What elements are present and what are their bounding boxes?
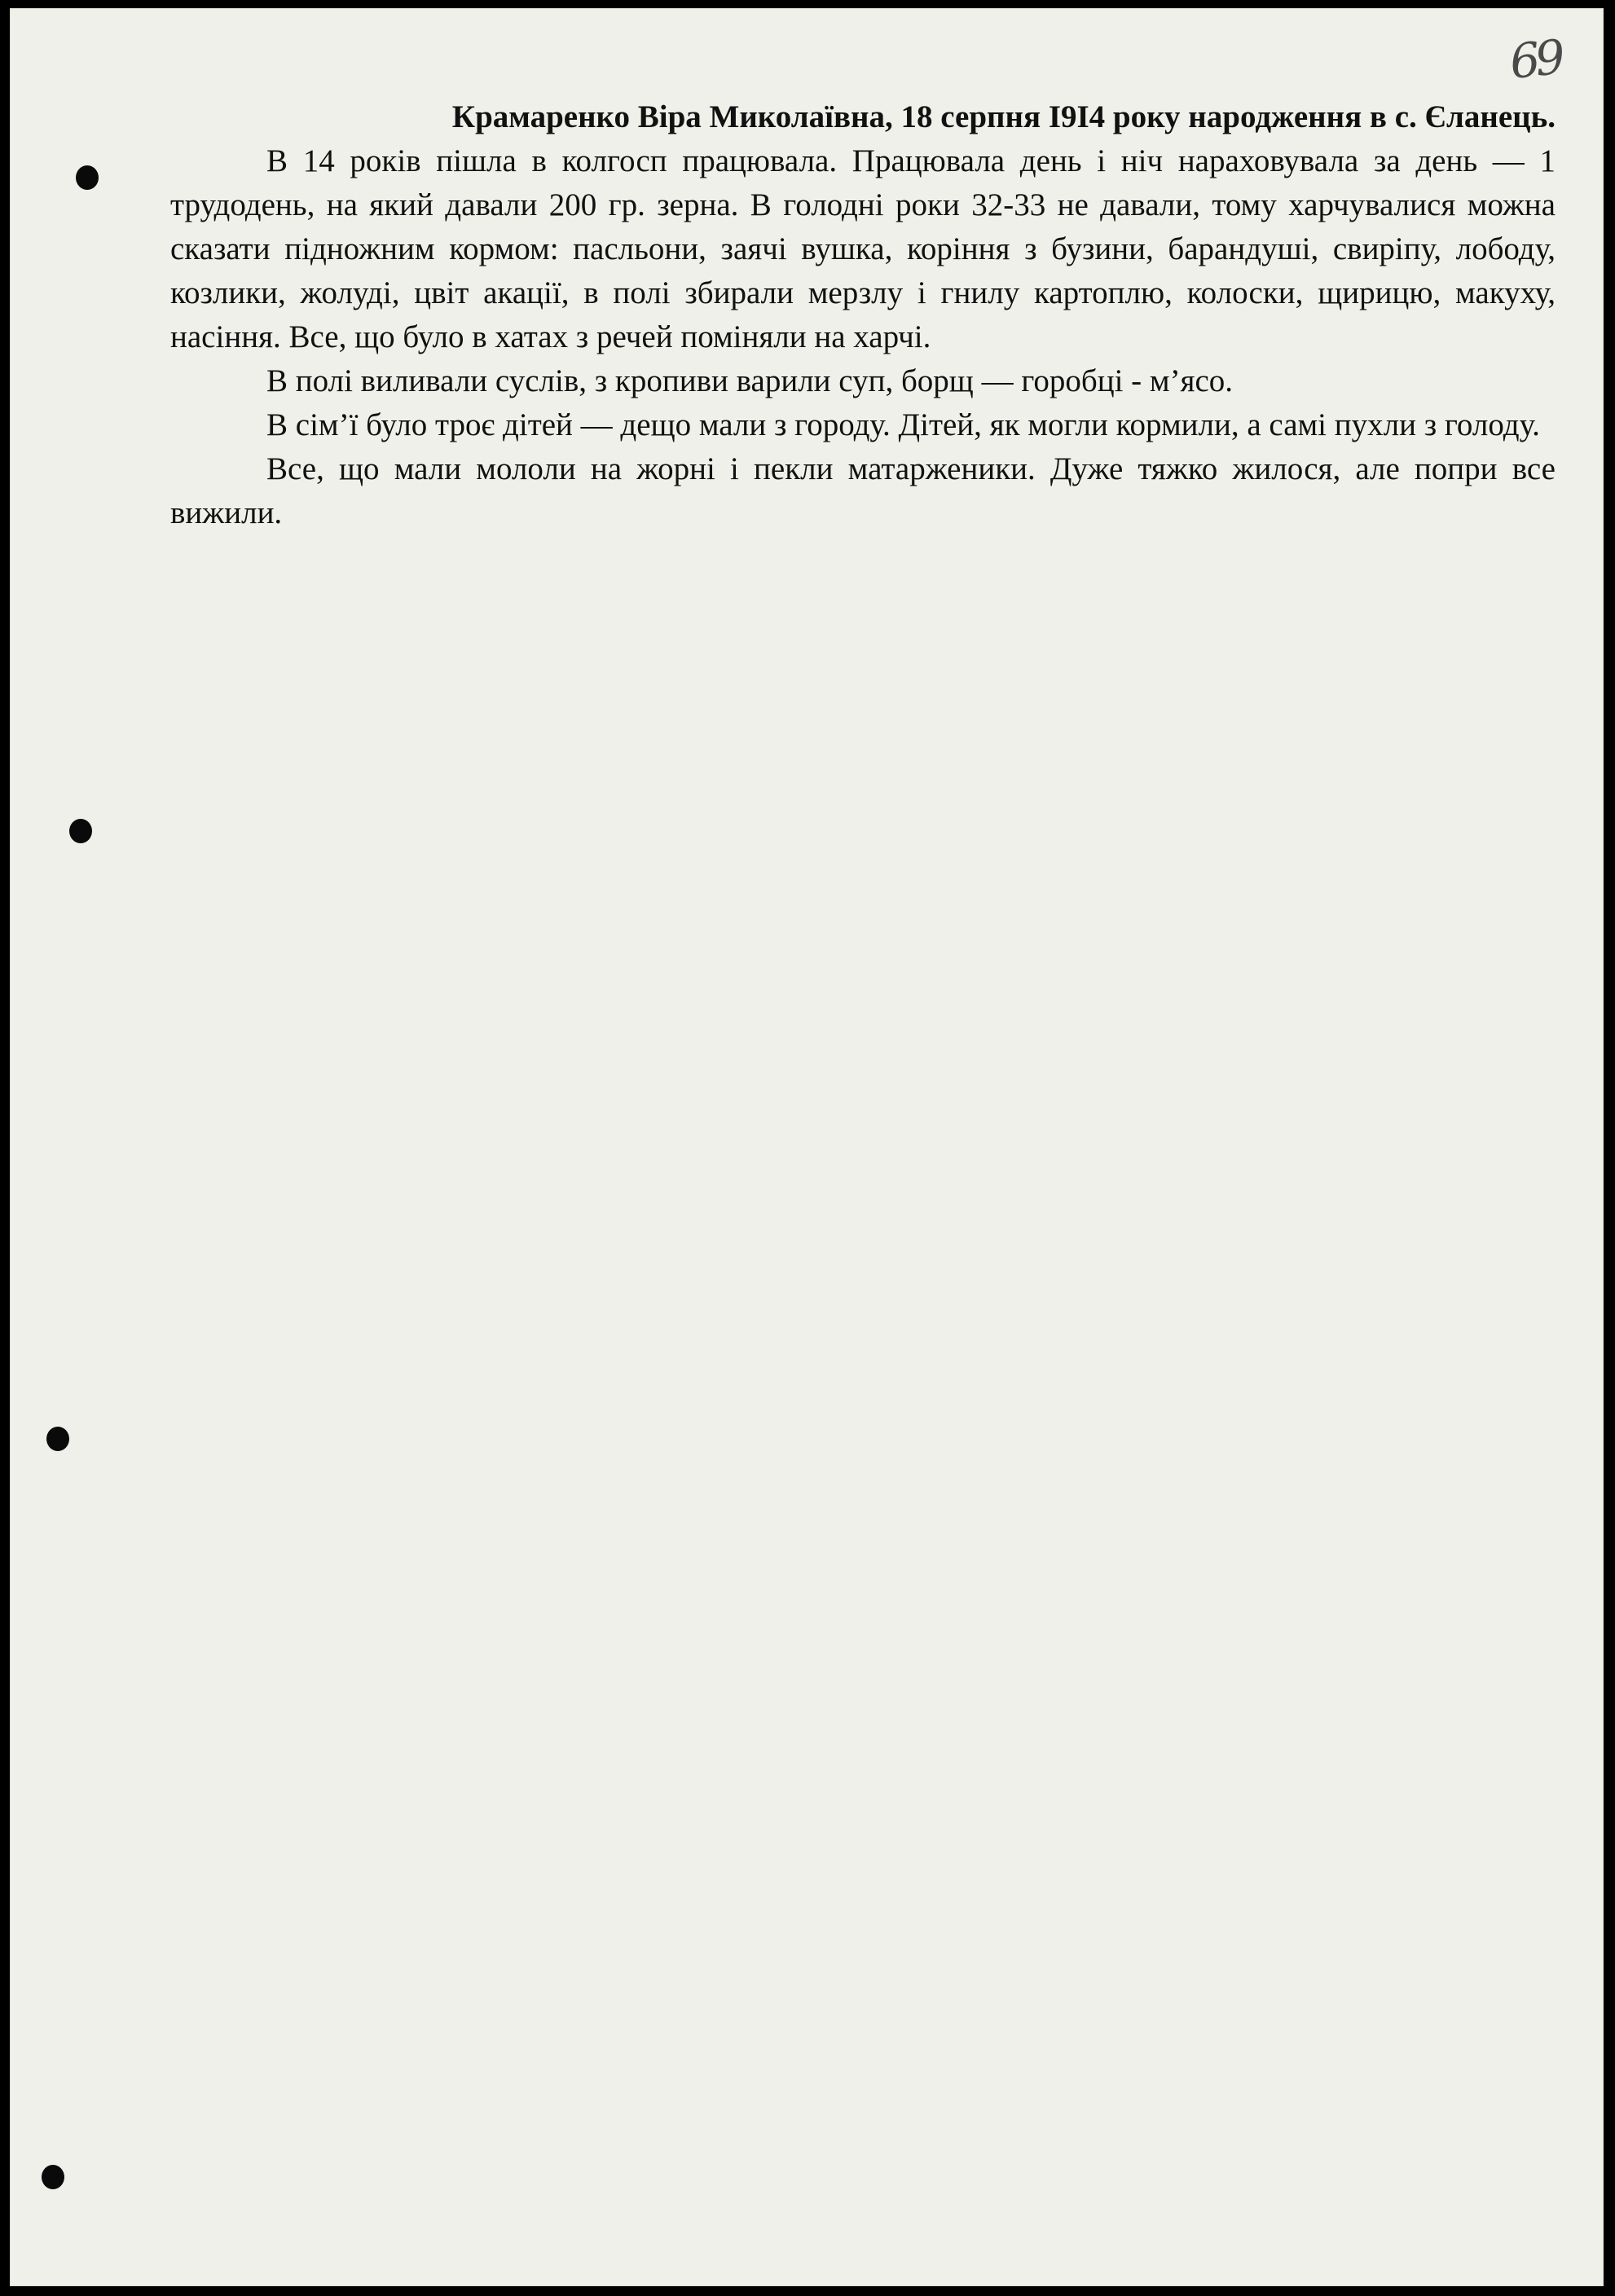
document-page — [10, 8, 1604, 2286]
punch-hole — [76, 165, 99, 190]
paragraph-2: В полі виливали суслів, з кропиви варили суп, борщ — горобці - м’ясо. — [266, 363, 1234, 398]
handwritten-page-number: 69 — [1507, 29, 1564, 90]
paragraph-1: В 14 років пішла в колгосп працювала. Працювала день і ніч нараховувала за день — 1 трудодень, на який давали 200 гр. зерна. В голодні роки 32-33 не давали, тому харчувалися можна сказати підножним кормом: пасльони, заячі вушка, коріння з бузини, барандуші, свиріпу, лободу, козлики, жолуді, цвіт акації, в полі збирали мерзлу і гнилу картоплю, колоски, щирицю, макуху, насіння. Все, що було в хатах з речей поміняли на харчі. — [170, 143, 1556, 354]
punch-hole — [42, 2165, 64, 2189]
document-body — [170, 95, 1556, 535]
document-title: Крамаренко Віра Миколаївна, 18 серпня I9I4 року народження в с. Єланець. — [451, 99, 1556, 134]
paragraph-4: Все, що мали мололи на жорні і пекли матарженики. Дуже тяжко жилося, але попри все вижили. — [170, 451, 1556, 530]
paragraph-3: В сім’ї було троє дітей — дещо мали з городу. Дітей, як могли кормили, а самі пухли з голоду. — [266, 407, 1540, 442]
punch-hole — [46, 1427, 69, 1451]
punch-hole — [69, 819, 92, 843]
